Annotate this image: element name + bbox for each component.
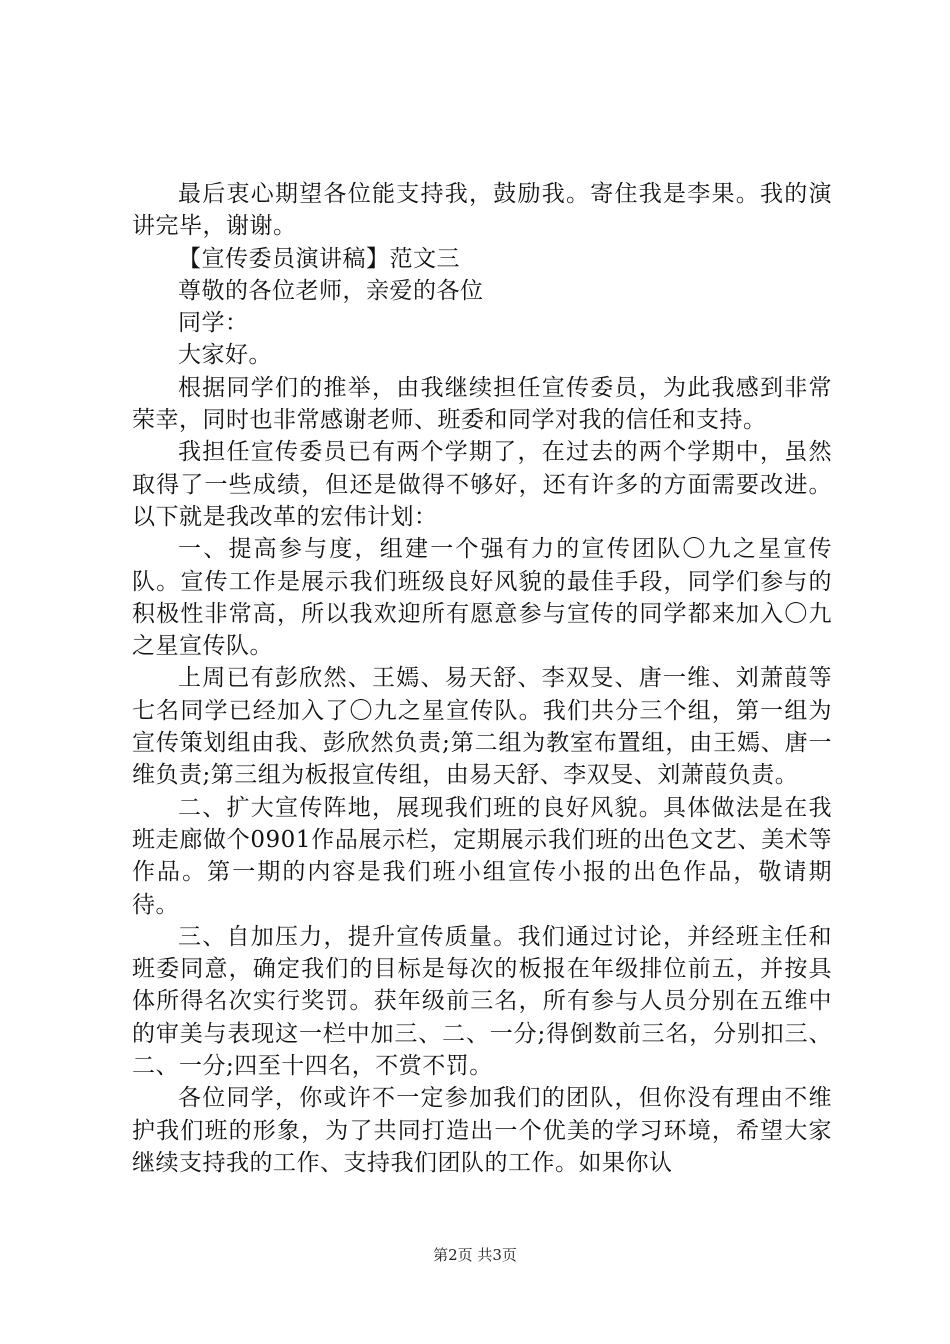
section-heading: 【宣传委员演讲稿】范文三: [178, 245, 460, 272]
paragraph-team-members: 上周已有彭欣然、王嫣、易天舒、李双旻、唐一维、刘萧葭等七名同学已经加入了〇九之星宣传队。我们共分三个组，第一组为宣传策划组由我、彭欣然负责;第二组为教室布置组，由王嫣、唐一维负责;第三组为板报宣传组，由易天舒、李双旻、刘萧葭负责。: [132, 665, 832, 789]
paragraph-appeal: 各位同学，你或许不一定参加我们的团队，但你没有理由不维护我们班的形象，为了共同打造出一个优美的学习环境，希望大家继续支持我的工作、支持我们团队的工作。如果你认: [132, 1085, 832, 1176]
document-body: [132, 178, 832, 1179]
salutation-line-1: 尊敬的各位老师，亲爱的各位: [178, 277, 484, 304]
paragraph-closing: 最后衷心期望各位能支持我，鼓励我。寄住我是李果。我的演讲完毕，谢谢。: [132, 181, 832, 240]
paragraph-plan-three: 三、自加压力，提升宣传质量。我们通过讨论，并经班主任和班委同意，确定我们的目标是每次的板报在年级排位前五，并按具体所得名次实行奖罚。获年级前三名，所有参与人员分别在五维中的审美与表现这一栏中加三、二、一分;得倒数前三名，分别扣三、二、一分;四至十四名，不赏不罚。: [132, 923, 832, 1080]
paragraph-intro: 根据同学们的推举，由我继续担任宣传委员，为此我感到非常荣幸，同时也非常感谢老师、班委和同学对我的信任和支持。: [132, 374, 832, 434]
paragraph-background: 我担任宣传委员已有两个学期了，在过去的两个学期中，虽然取得了一些成绩，但还是做得不够好，还有许多的方面需要改进。以下就是我改革的宏伟计划：: [132, 439, 832, 530]
page-number-footer: 第2页 共3页: [433, 1246, 517, 1264]
paragraph-plan-one: 一、提高参与度，组建一个强有力的宣传团队〇九之星宣传队。宣传工作是展示我们班级良好风貌的最佳手段，同学们参与的积极性非常高，所以我欢迎所有愿意参与宣传的同学都来加入〇九之星宣传队。: [132, 536, 832, 660]
salutation-line-2: 同学：: [178, 310, 249, 337]
greeting: 大家好。: [178, 342, 272, 369]
paragraph-plan-two: 二、扩大宣传阵地，展现我们班的良好风貌。具体做法是在我班走廊做个0901作品展示栏，定期展示我们班的出色文艺、美术等作品。第一期的内容是我们班小组宣传小报的出色作品，敬请期待。: [132, 794, 832, 918]
